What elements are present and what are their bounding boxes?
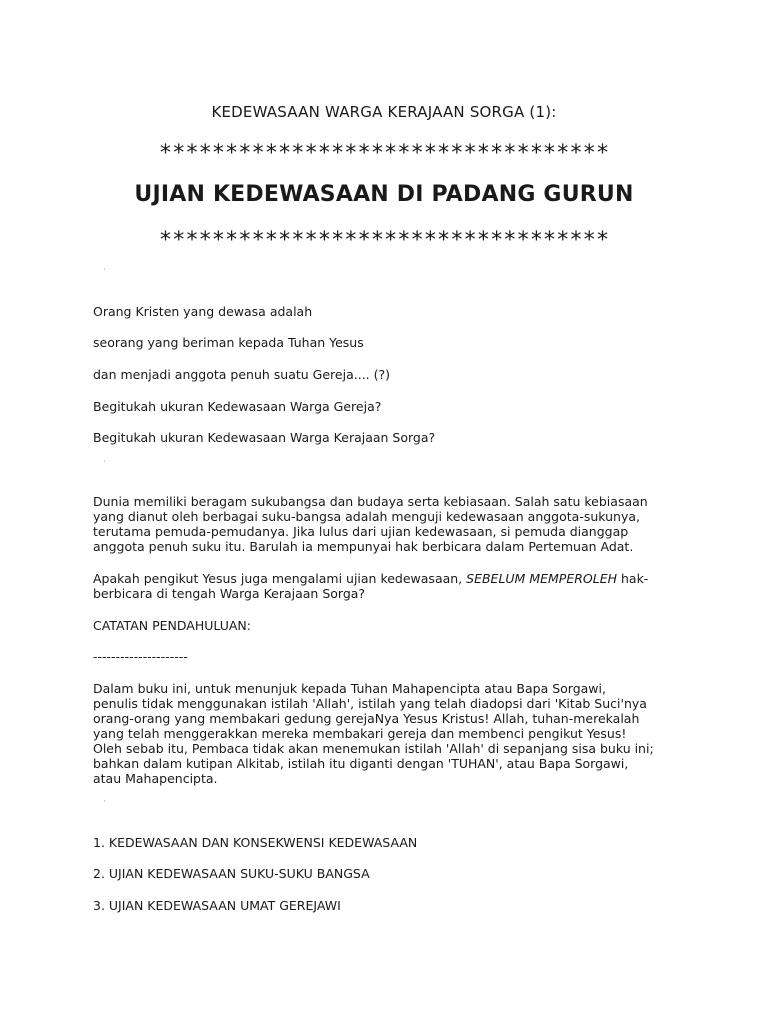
paragraph-line: terutama pemuda-pemudanya. Jika lulus dari ujian kedewasaan, si pemuda dianggap [93, 524, 629, 539]
paragraph-line: Oleh sebab itu, Pembaca tidak akan menemukan istilah 'Allah' di sepanjang sisa buku ini; [93, 741, 654, 756]
paragraph-notes [93, 681, 693, 786]
intro-line: dan menjadi anggota penuh suatu Gereja.... (?) [93, 367, 391, 382]
stars-divider-bottom: ********************************** [158, 228, 610, 253]
bullet-marker: · [103, 265, 106, 275]
question-emphasis: SEBELUM MEMPEROLEH [466, 571, 618, 586]
document-pre-title: KEDEWASAAN WARGA KERAJAAN SORGA (1): [211, 103, 557, 121]
paragraph-line: bahkan dalam kutipan Alkitab, istilah itu diganti dengan 'TUHAN', atau Bapa Sorgawi, [93, 756, 629, 771]
toc-item: 1. KEDEWASAAN DAN KONSEKWENSI KEDEWASAAN [93, 835, 418, 850]
stars-divider-top: ********************************** [158, 141, 610, 166]
paragraph-line: yang telah menggerakkan mereka membakari gereja dan membenci pengikut Yesus! [93, 726, 627, 741]
notes-rule: --------------------- [93, 649, 188, 664]
bullet-marker: · [103, 797, 106, 807]
paragraph-line: Dunia memiliki beragam sukubangsa dan budaya serta kebiasaan. Salah satu kebiasaan [93, 494, 648, 509]
paragraph-line: berbicara di tengah Warga Kerajaan Sorga? [93, 586, 366, 601]
paragraph-line: yang dianut oleh berbagai suku-bangsa adalah menguji kedewasaan anggota-sukunya, [93, 509, 641, 524]
intro-line: Begitukah ukuran Kedewasaan Warga Gereja? [93, 399, 382, 414]
question-text-after: hak- [617, 571, 649, 586]
paragraph-line: penulis tidak menggunakan istilah 'Allah', istilah yang telah diadopsi dari 'Kitab Suci'nya [93, 696, 647, 711]
toc-item: 2. UJIAN KEDEWASAAN SUKU-SUKU BANGSA [93, 866, 370, 881]
toc-item: 3. UJIAN KEDEWASAAN UMAT GEREJAWI [93, 898, 341, 913]
paragraph-line: orang-orang yang membakari gedung gerejaNya Yesus Kristus! Allah, tuhan-merekalah [93, 711, 640, 726]
paragraph-customs [93, 494, 693, 554]
document-main-title: UJIAN KEDEWASAAN DI PADANG GURUN [134, 182, 634, 207]
intro-line: Orang Kristen yang dewasa adalah [93, 304, 313, 319]
intro-line: seorang yang beriman kepada Tuhan Yesus [93, 335, 364, 350]
paragraph-line: anggota penuh suku itu. Barulah ia mempunyai hak berbicara dalam Pertemuan Adat. [93, 539, 634, 554]
question-text-before: Apakah pengikut Yesus juga mengalami ujian kedewasaan, [93, 571, 467, 586]
paragraph-line: atau Mahapencipta. [93, 771, 218, 786]
bullet-marker: · [103, 457, 106, 467]
intro-line: Begitukah ukuran Kedewasaan Warga Kerajaan Sorga? [93, 430, 436, 445]
paragraph-line: Dalam buku ini, untuk menunjuk kepada Tuhan Mahapencipta atau Bapa Sorgawi, [93, 681, 606, 696]
notes-heading: CATATAN PENDAHULUAN: [93, 618, 251, 633]
paragraph-line [93, 571, 693, 586]
paragraph-question [93, 571, 693, 601]
